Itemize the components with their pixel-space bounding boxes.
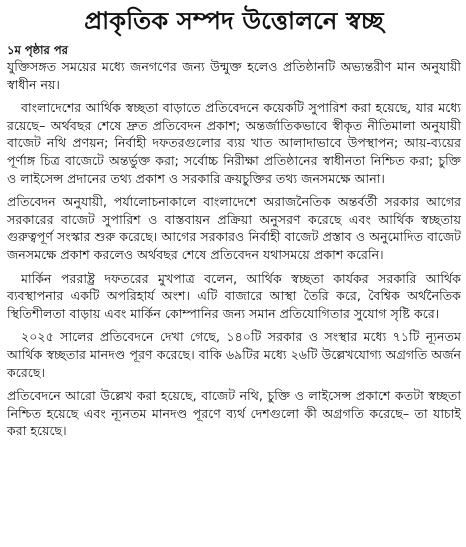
- article-paragraph-3: প্রতিবেদন অনুযায়ী, পর্যালোচনাকালে বাংলাদেশে অরাজনৈতিক অন্তর্বর্তী সরকার আগের সরকারের বাজেট সুপারিশ ও বাস্তবায়ন প্রক্রিয়া অনুসরণ করেছে এবং আর্থিক স্বচ্ছতায় গুরুত্বপূর্ণ সংস্কার শুরু করেছে। আগের সরকারও নির্বাহী বাজেট প্রস্তাব ও অনুমোদিত বাজেট জনসমক্ষে প্রকাশ করলেও অর্থবছর শেষে প্রতিবেদন যথাসময়ে প্রকাশ করেনি।: [7, 194, 461, 262]
- continuation-label: ১ম পৃষ্ঠার পর: [7, 43, 68, 57]
- article-headline: প্রাকৃতিক সম্পদ উত্তোলনে স্বচ্ছ: [84, 7, 384, 35]
- article-paragraph-6: প্রতিবেদনে আরো উল্লেখ করা হয়েছে, বাজেট নথি, চুক্তি ও লাইসেন্স প্রকাশে কতটা স্বচ্ছতা নিশ্চিত হয়েছে এবং ন্যূনতম মানদণ্ড পূরণে ব্যর্থ দেশগুলো কী অগ্রগতি করেছে– তা যাচাই করা হয়েছে।: [7, 388, 461, 439]
- article-paragraph-5: ২০২৫ সালের প্রতিবেদনে দেখা গেছে, ১৪০টি সরকার ও সংস্থার মধ্যে ৭১টি ন্যূনতম আর্থিক স্বচ্ছতার মানদণ্ড পূরণ করেছে। বাকি ৬৯টির মধ্যে ২৬টি উল্লেখযোগ্য অগ্রগতি অর্জন করেছে।: [7, 329, 461, 380]
- article-paragraph-1: যুক্তিসঙ্গত সময়ের মধ্যে জনগণের জন্য উন্মুক্ত হলেও প্রতিষ্ঠানটি অভ্যন্তরীণ মান অনুযায়ী স্বাধীন নয়।: [7, 59, 461, 92]
- article-paragraph-2: বাংলাদেশের আর্থিক স্বচ্ছতা বাড়াতে প্রতিবেদনে কয়েকটি সুপারিশ করা হয়েছে, যার মধ্যে রয়েছে– অর্থবছর শেষে দ্রুত প্রতিবেদন প্রকাশ; অন্তর্জাতিকভাবে স্বীকৃত নীতিমালা অনুযায়ী বাজেট নথি প্রণয়ন; নির্বাহী দফতরগুলোর ব্যয় খাত আলাদাভাবে উপস্থাপন; আয়-ব্যয়ের পূর্ণাঙ্গ চিত্র বাজেটে অন্তর্ভুক্ত করা; সর্বোচ্চ নিরীক্ষা প্রতিষ্ঠানের স্বাধীনতা নিশ্চিত করা; চুক্তি ও লাইসেন্স প্রদানের তথ্য প্রকাশ ও সরকারি ক্রয়চুক্তির তথ্য জনসমক্ষে আনা।: [7, 100, 461, 186]
- article-paragraph-4: মার্কিন পররাষ্ট্র দফতরের মুখপাত্র বলেন, আর্থিক স্বচ্ছতা কার্যকর সরকারি আর্থিক ব্যবস্থাপনার একটি অপরিহার্য অংশ। এটি বাজারে আস্থা তৈরি করে, বৈশ্বিক অর্থনৈতিক স্থিতিশীলতা বাড়ায় এবং মার্কিন কোম্পানির জন্য সমান প্রতিযোগিতার সুযোগ সৃষ্টি করে।: [7, 270, 461, 321]
